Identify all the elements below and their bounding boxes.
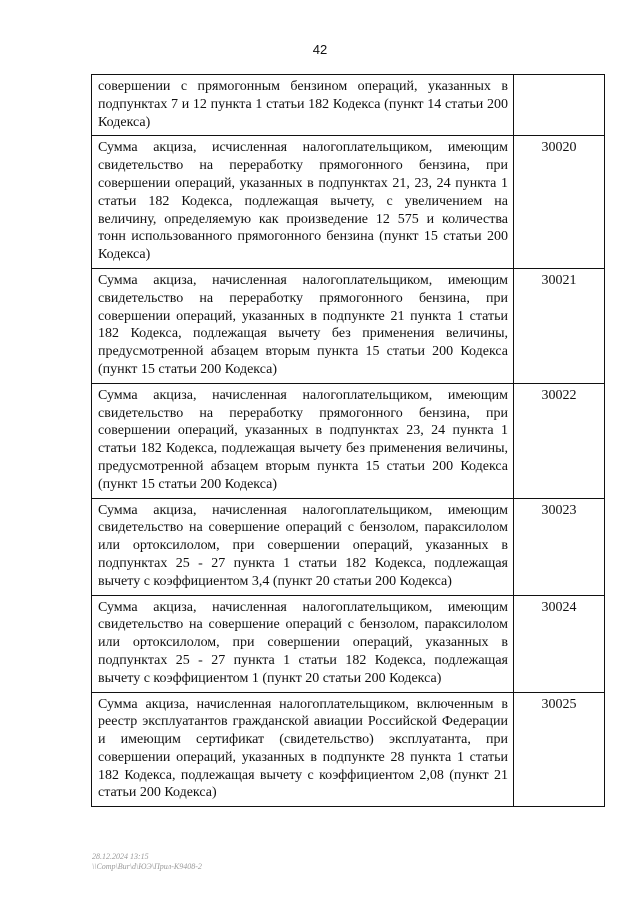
row-code: 30025 xyxy=(514,692,605,807)
footer-timestamp: 28.12.2024 13:15 xyxy=(92,852,149,861)
excise-codes-table xyxy=(91,74,605,807)
row-description: Сумма акциза, начисленная налогоплательщиком, имеющим свидетельство на совершение операций с бензолом, параксилолом или ортоксилолом, при совершении операций, указанных в подпунктах 25 - 27 пункта 1 статьи 182 Кодекса, подлежащая вычету с коэффициентом 1 (пункт 20 статьи 200 Кодекса) xyxy=(92,595,514,692)
row-description: Сумма акциза, начисленная налогоплательщиком, имеющим свидетельство на совершение операций с бензолом, параксилолом или ортоксилолом, при совершении операций, указанных в подпунктах 25 - 27 пункта 1 статьи 182 Кодекса, подлежащая вычету с коэффициентом 3,4 (пункт 20 статьи 200 Кодекса) xyxy=(92,498,514,595)
row-description: совершении с прямогонным бензином операций, указанных в подпунктах 7 и 12 пункта 1 статьи 182 Кодекса (пункт 14 статьи 200 Кодекса) xyxy=(92,75,514,136)
footer-file-path: \\Comp\Bur\d\ЮЭ\Прил-К9408-2 xyxy=(92,862,202,871)
row-code: 30021 xyxy=(514,268,605,383)
table-row xyxy=(92,383,605,498)
table-row xyxy=(92,75,605,136)
row-code: 30024 xyxy=(514,595,605,692)
table-row xyxy=(92,136,605,269)
document-footer xyxy=(92,852,202,872)
page-number: 42 xyxy=(312,42,328,57)
table-row xyxy=(92,595,605,692)
table-row xyxy=(92,692,605,807)
row-code xyxy=(514,75,605,136)
row-description: Сумма акциза, исчисленная налогоплательщиком, имеющим свидетельство на переработку прямогонного бензина, при совершении операций, указанных в подпунктах 21, 23, 24 пункта 1 статьи 182 Кодекса, подлежащая вычету, с увеличением на величину, определяемую как произведение 12 575 и количества тонн использованного прямогонного бензина (пункт 15 статьи 200 Кодекса) xyxy=(92,136,514,269)
row-description: Сумма акциза, начисленная налогоплательщиком, имеющим свидетельство на переработку прямогонного бензина, при совершении операций, указанных в подпунктах 23, 24 пункта 1 статьи 182 Кодекса, подлежащая вычету без применения величины, предусмотренной абзацем вторым пункта 15 статьи 200 Кодекса (пункт 15 статьи 200 Кодекса) xyxy=(92,383,514,498)
row-code: 30022 xyxy=(514,383,605,498)
table-row xyxy=(92,268,605,383)
row-description: Сумма акциза, начисленная налогоплательщиком, включенным в реестр эксплуатантов гражданской авиации Российской Федерации и имеющим сертификат (свидетельство) эксплуатанта, при совершении операций, указанных в подпункте 28 пункта 1 статьи 182 Кодекса, подлежащая вычету с коэффициентом 2,08 (пункт 21 статьи 200 Кодекса) xyxy=(92,692,514,807)
row-code: 30020 xyxy=(514,136,605,269)
row-description: Сумма акциза, начисленная налогоплательщиком, имеющим свидетельство на переработку прямогонного бензина, при совершении операций, указанных в подпункте 21 пункта 1 статьи 182 Кодекса, подлежащая вычету без применения величины, предусмотренной абзацем вторым пункта 15 статьи 200 Кодекса (пункт 15 статьи 200 Кодекса) xyxy=(92,268,514,383)
row-code: 30023 xyxy=(514,498,605,595)
table-row xyxy=(92,498,605,595)
